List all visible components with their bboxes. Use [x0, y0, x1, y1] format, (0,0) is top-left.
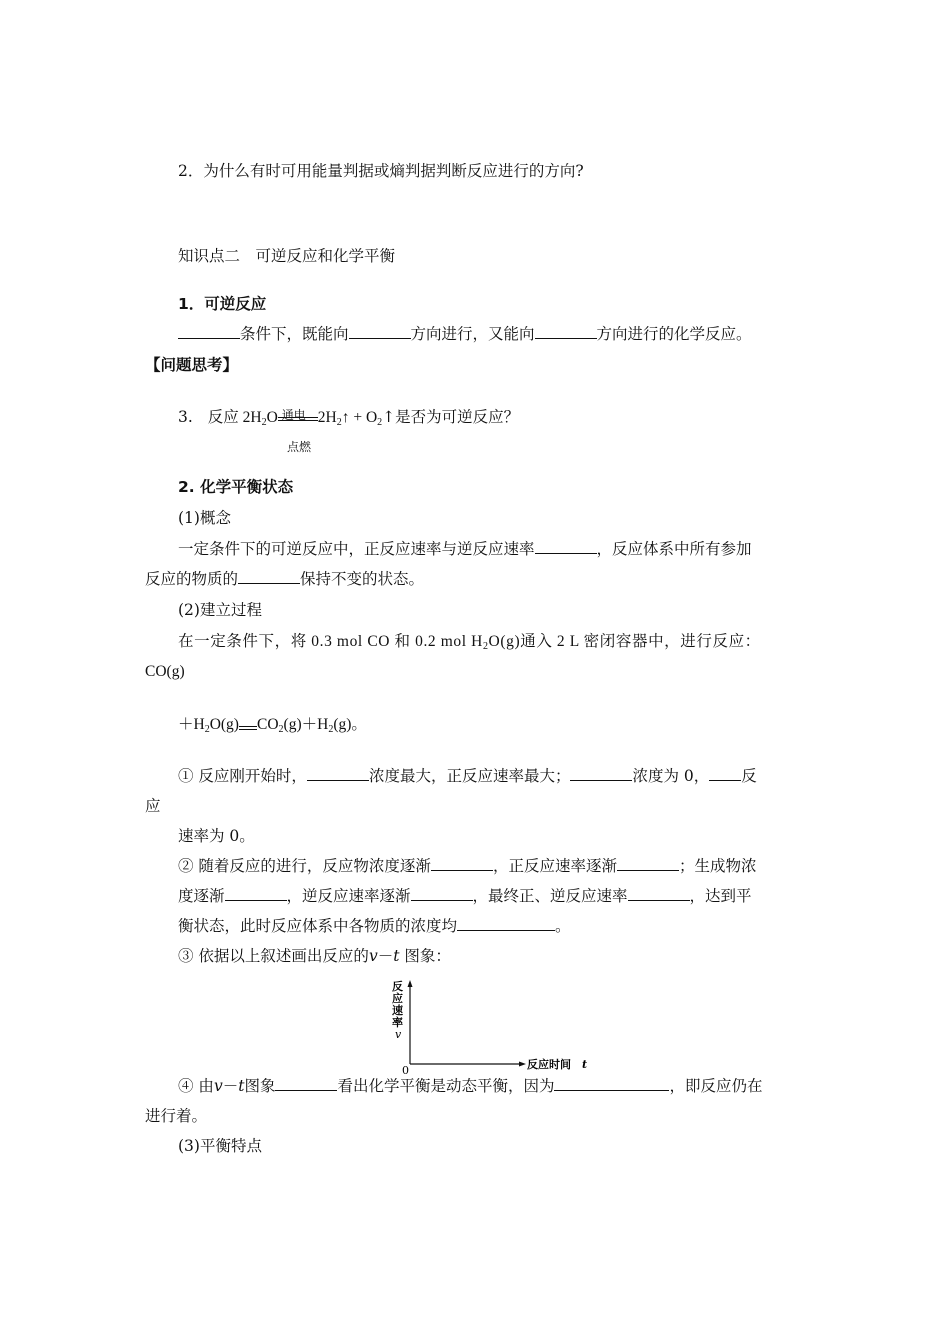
item-1-line-2: 应 [145, 797, 161, 815]
text-span: 保持不变的状态。 [300, 570, 425, 588]
text-span: 方向进行，又能向 [410, 325, 535, 343]
text-span: 看出化学平衡是动态平衡，因为 [337, 1077, 555, 1095]
text-span: ① 反应刚开始时， [178, 767, 307, 785]
condition-bottom-label: 点燃 [287, 440, 312, 454]
text-span: ＋H [178, 716, 205, 733]
heading-equilibrium-state: 2. 化学平衡状态 [178, 478, 294, 496]
text-span: ↑是否为可逆反应？ [382, 408, 520, 426]
y-axis-arrow-icon [408, 980, 413, 987]
item-3 [178, 946, 451, 966]
fill-blank[interactable] [554, 1076, 669, 1091]
text-span: 图象 [244, 1077, 276, 1095]
text-span: 。 [555, 917, 571, 935]
text-span: CO [256, 716, 279, 733]
concept-label: (1)概念 [178, 509, 231, 527]
fill-blank[interactable] [709, 766, 741, 781]
text-span: ② 随着反应的进行，反应物浓度逐渐 [178, 857, 431, 875]
text-span: ；生成物浓 [678, 857, 757, 875]
fill-blank[interactable] [431, 856, 493, 871]
process-line-2: CO(g) [145, 663, 185, 680]
item-1-line-1 [178, 766, 757, 786]
text-span: ，最终正、逆反应速率 [472, 887, 628, 905]
text-span: 一定条件下的可逆反应中，正反应速率与逆反应速率 [178, 540, 535, 558]
text-span: 2H [317, 409, 337, 426]
var-t: t [393, 947, 400, 965]
text-span: － [377, 947, 394, 965]
text-span: 反应 2H [207, 409, 262, 426]
var-v: v [213, 1077, 223, 1095]
fill-blank[interactable] [535, 324, 597, 339]
text-span: ，达到平 [689, 887, 752, 905]
process-label: (2)建立过程 [178, 601, 262, 619]
fill-blank[interactable] [457, 916, 555, 931]
y-label-char: 率 [392, 1016, 403, 1029]
text-span: 在一定条件下，将 0.3 mol CO 和 0.2 mol H [178, 633, 483, 650]
var-v: v [368, 947, 378, 965]
text-span: 反应的物质的 [145, 570, 239, 588]
condition-top-label: 通电 [281, 408, 306, 422]
text-span: ③ 依据以上叙述画出反应的 [178, 947, 369, 965]
item-1-line-3: 速率为 0。 [178, 827, 255, 845]
x-axis-label: 反应时间 [527, 1058, 571, 1071]
y-label-char: 应 [392, 992, 403, 1005]
question-think-label: 【问题思考】 [145, 356, 239, 374]
text-span: ④ 由 [178, 1077, 214, 1095]
y-label-char: 速 [392, 1004, 403, 1017]
text-span: O(g) [209, 716, 239, 733]
y-var-label: v [395, 1028, 402, 1041]
text-span: － [222, 1077, 239, 1095]
section-title: 知识点二 可逆反应和化学平衡 [178, 247, 396, 265]
text-span: 方向进行的化学反应。 [596, 325, 752, 343]
fill-blank[interactable] [238, 569, 300, 584]
text-span: 浓度为 0， [632, 767, 710, 785]
fill-blank[interactable] [411, 886, 473, 901]
concept-line-1 [178, 539, 752, 559]
fill-blank[interactable] [535, 539, 597, 554]
heading-reversible-reaction: 1．可逆反应 [178, 295, 267, 313]
origin-label: 0 [402, 1064, 409, 1074]
item-4-line-2: 进行着。 [145, 1107, 208, 1125]
process-line-1: 在一定条件下，将 0.3 mol CO 和 0.2 mol $H_2O(g)$通入 2 L 密闭容器中，进行反应： [178, 633, 761, 652]
text-span: 衡状态，此时反应体系中各物质的浓度均 [178, 917, 458, 935]
concept-line-2 [145, 569, 424, 589]
text-span: ，即反应仍在 [669, 1077, 763, 1095]
item-2-line-3 [178, 916, 571, 936]
text-span: O(g)通入 2 L 密闭容器中，进行反应： [488, 633, 761, 650]
item-2-line-1 [178, 856, 756, 876]
fill-blank[interactable] [307, 766, 369, 781]
fill-blank[interactable] [570, 766, 632, 781]
text-span: 浓度最大，正反应速率最大； [368, 767, 571, 785]
subscript: 2 [261, 417, 267, 428]
reversible-definition [178, 324, 752, 344]
fill-blank[interactable] [178, 324, 240, 339]
item-4-line-1 [178, 1076, 763, 1096]
text-span: ↑ + O [341, 409, 378, 426]
x-var-label: t [582, 1058, 588, 1071]
text-span: 条件下，既能向 [240, 325, 349, 343]
text-span: (g)＋H [283, 716, 329, 733]
question-2: 2．为什么有时可用能量判据或熵判据判断反应进行的方向? [178, 162, 584, 180]
text-span: 反 [741, 767, 757, 785]
reaction-equation: $+H_2O(g)$ $CO_2(g)+H_2(g)$。 [178, 716, 367, 735]
x-axis-arrow-icon [519, 1062, 526, 1067]
text-span: (g)。 [333, 716, 367, 733]
text-span: ，逆反应速率逐渐 [286, 887, 411, 905]
reaction-condition-arrows [278, 407, 318, 427]
features-label: (3)平衡特点 [178, 1137, 262, 1155]
fill-blank[interactable] [349, 324, 411, 339]
fill-blank[interactable] [617, 856, 679, 871]
fill-blank[interactable] [225, 886, 287, 901]
y-label-char: 反 [392, 980, 403, 993]
v-t-graph [388, 978, 608, 1074]
text-span: 度逐渐 [178, 887, 225, 905]
question-3 [178, 407, 519, 428]
text-span: ，反应体系中所有参加 [596, 540, 752, 558]
reversible-arrows [239, 714, 257, 734]
var-t: t [238, 1077, 245, 1095]
subscript: 2 [336, 417, 342, 428]
text-span: 图象： [399, 947, 451, 965]
fill-blank[interactable] [628, 886, 690, 901]
subscript: 2 [377, 417, 383, 428]
item-2-line-2 [178, 886, 752, 906]
text-span: ，正反应速率逐渐 [492, 857, 617, 875]
fill-blank[interactable] [275, 1076, 337, 1091]
question-number: 3. [178, 408, 193, 426]
text-span: O [266, 409, 278, 426]
